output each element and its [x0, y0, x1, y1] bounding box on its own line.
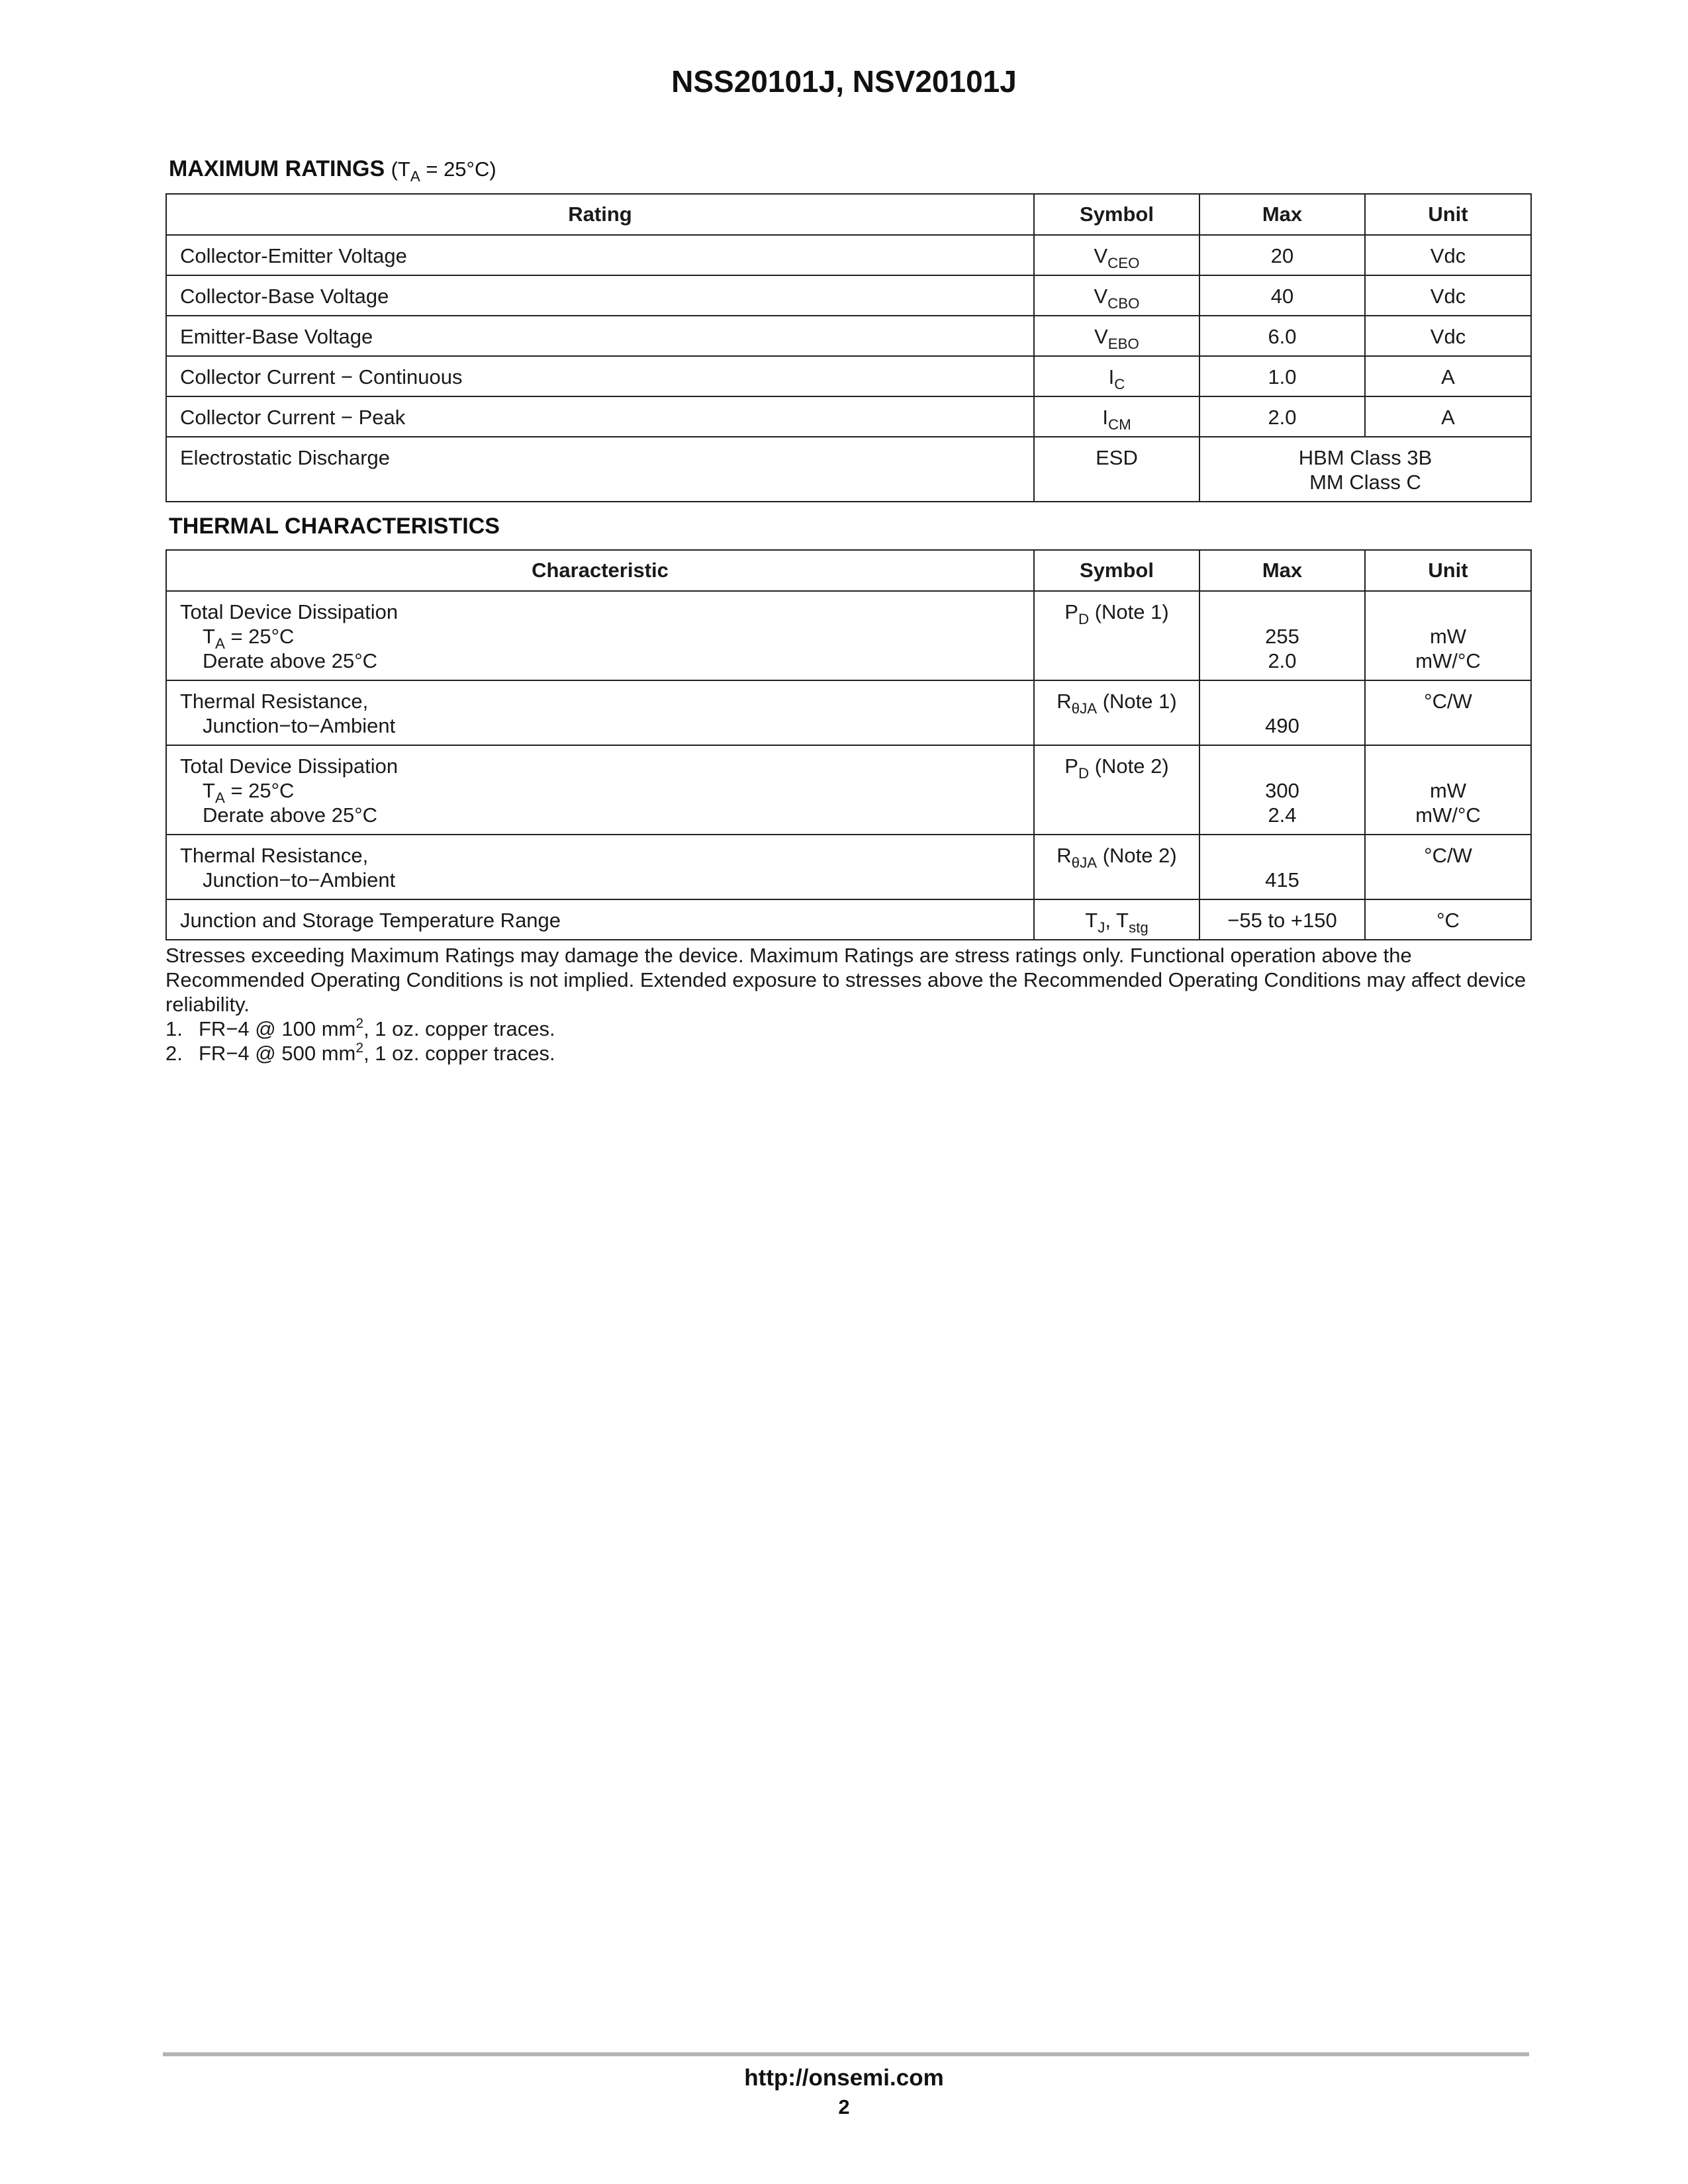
unit-cell: mW mW/°C: [1365, 745, 1531, 835]
stress-note: Stresses exceeding Maximum Ratings may damage the device. Maximum Ratings are stress ratings only. Functional operation above the Recommended Operating Conditions is not implied. Extended exposure to stresses above the Recommended Operating Conditions may affect device reliability.: [165, 944, 1526, 1016]
esd-class-cell: [1199, 437, 1531, 502]
max-cell: −55 to +150: [1199, 899, 1365, 940]
header-symbol: Symbol: [1034, 550, 1199, 591]
max-ratings-condition: $(T_A = 25^\circ C)$: [391, 158, 496, 185]
unit-cell: mW mW/°C: [1365, 591, 1531, 680]
header-unit: Unit: [1365, 550, 1531, 591]
header-rating: Rating: [166, 194, 1034, 235]
unit-cell: Vdc: [1365, 235, 1531, 275]
table-row: [166, 745, 1531, 835]
symbol-cell: $I_{CM}$: [1034, 396, 1199, 437]
header-characteristic: Characteristic: [166, 550, 1034, 591]
table-row: [166, 396, 1531, 437]
symbol-cell: $T_J$, $T_{stg}$: [1034, 899, 1199, 940]
max-cell: 2.0: [1199, 396, 1365, 437]
rating-cell: Electrostatic Discharge: [166, 437, 1034, 502]
symbol-cell: $V_{CEO}$: [1034, 235, 1199, 275]
symbol-cell: $P_D$ (Note 2): [1034, 745, 1199, 835]
unit-cell: °C: [1365, 899, 1531, 940]
symbol-cell: ESD: [1034, 437, 1199, 502]
characteristic-cell: Junction and Storage Temperature Range: [166, 899, 1034, 940]
characteristic-cell: Total Device Dissipation $T_A = 25^\circ C$ Derate above 25°C: [166, 591, 1034, 680]
symbol-cell: $R_{\theta JA}$ (Note 2): [1034, 835, 1199, 899]
rating-cell: Collector-Base Voltage: [166, 275, 1034, 316]
unit-cell: °C/W: [1365, 680, 1531, 745]
max-cell: 6.0: [1199, 316, 1365, 356]
rating-cell: Collector Current − Peak: [166, 396, 1034, 437]
max-cell: 255 2.0: [1199, 591, 1365, 680]
unit-cell: Vdc: [1365, 316, 1531, 356]
thermal-table: [165, 549, 1532, 940]
table-row: [166, 316, 1531, 356]
page-title: NSS20101J, NSV20101J: [671, 64, 1017, 99]
max-cell: 20: [1199, 235, 1365, 275]
unit-cell: °C/W: [1365, 835, 1531, 899]
note-item: 2. FR−4 @ 500 $mm^2$, 1 oz. copper traces.: [165, 1040, 555, 1065]
max-cell: 415: [1199, 835, 1365, 899]
page-number: 2: [838, 2095, 850, 2118]
table-row: [166, 835, 1531, 899]
max-ratings-title-text: MAXIMUM RATINGS: [169, 156, 385, 181]
max-cell: 1.0: [1199, 356, 1365, 396]
characteristic-cell: Thermal Resistance, Junction−to−Ambient: [166, 680, 1034, 745]
rating-cell: Collector Current − Continuous: [166, 356, 1034, 396]
table-row: [166, 235, 1531, 275]
table-row: [166, 591, 1531, 680]
table-row-esd: [166, 437, 1531, 502]
header-max: Max: [1199, 550, 1365, 591]
characteristic-cell: Thermal Resistance, Junction−to−Ambient: [166, 835, 1034, 899]
max-cell: 40: [1199, 275, 1365, 316]
max-cell: 490: [1199, 680, 1365, 745]
note-item: 1. FR−4 @ 100 $mm^2$, 1 oz. copper traces.: [165, 1016, 555, 1040]
rating-cell: Emitter-Base Voltage: [166, 316, 1034, 356]
table-header-row: [166, 194, 1531, 235]
unit-cell: A: [1365, 356, 1531, 396]
table-row: [166, 680, 1531, 745]
table-row: [166, 899, 1531, 940]
symbol-cell: $I_C$: [1034, 356, 1199, 396]
rating-cell: Collector-Emitter Voltage: [166, 235, 1034, 275]
footer-divider: [163, 2052, 1529, 2056]
thermal-title: THERMAL CHARACTERISTICS: [169, 514, 500, 539]
table-row: [166, 275, 1531, 316]
table-row: [166, 356, 1531, 396]
characteristic-cell: Total Device Dissipation $T_A = 25^\circ C$ Derate above 25°C: [166, 745, 1034, 835]
max-ratings-title: [169, 156, 496, 185]
footer-url[interactable]: http://onsemi.com: [744, 2065, 944, 2091]
esd-mm-class: MM Class C: [1309, 471, 1421, 494]
header-symbol: Symbol: [1034, 194, 1199, 235]
symbol-cell: $V_{EBO}$: [1034, 316, 1199, 356]
unit-cell: Vdc: [1365, 275, 1531, 316]
header-max: Max: [1199, 194, 1365, 235]
header-unit: Unit: [1365, 194, 1531, 235]
symbol-cell: $R_{\theta JA}$ (Note 1): [1034, 680, 1199, 745]
symbol-cell: $V_{CBO}$: [1034, 275, 1199, 316]
max-ratings-table: [165, 193, 1532, 502]
esd-hbm-class: HBM Class 3B: [1298, 446, 1432, 469]
max-cell: 300 2.4: [1199, 745, 1365, 835]
unit-cell: A: [1365, 396, 1531, 437]
notes-block: [165, 943, 1530, 1066]
symbol-cell: $P_D$ (Note 1): [1034, 591, 1199, 680]
table-header-row: [166, 550, 1531, 591]
